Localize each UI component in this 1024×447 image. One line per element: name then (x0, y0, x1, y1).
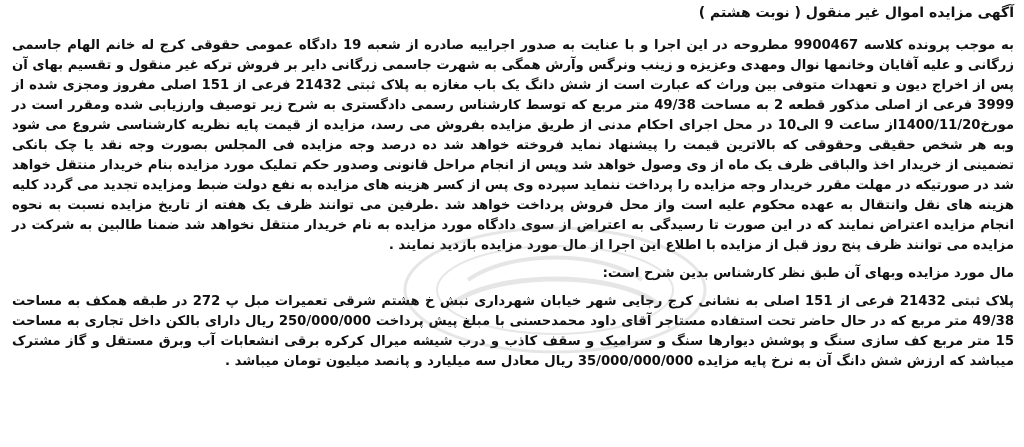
property-description-heading: مال مورد مزایده وبهای آن طبق نظر کارشناس بدین شرح است: (602, 266, 1014, 281)
notice-title: آگهی مزایده اموال غیر منقول ( نوبت هشتم ) (698, 5, 1014, 21)
notice-body-paragraph: به موجب پرونده کلاسه 9900467 مطروحه در این اجرا و با عنایت به صدور اجراییه صادره از شعبه 19 دادگاه عمومی حقوقی کرج له خانم الهام جاسمی زرگانی و علیه آقایان وخانمها نوال ومهدی وعزیزه و زینب ونرگس وآرش همگی به شهرت جاسمی زرگانی دایر بر فروش ترکه غیر منقول و تقسیم بهای آن پس از اخراج دیون و تعهدات متوفی بین وراث که عبارت است از شش دانگ یک باب مغازه به پلاک ثبتی 21432 فرعی از 151 اصلی مفروز ومجزی شده از 3999 فرعی از اصلی مذکور قطعه 2 به مساحت 49/38 متر مربع که توسط کارشناس رسمی دادگستری به شرح زیر توصیف وارزیابی شده ومقرر است در مورخ1400/11/20از ساعت 9 الی10 در محل اجرای احکام مدنی از طریق مزایده بفروش می رسد، مزایده از قیمت پایه نظریه کارشناسی شروع می شود وبه هر شخص حقیقی وحقوقی که بالاترین قیمت را پیشنهاد نماید فروخته خواهد شد ده درصد وجه مزایده فی المجلس بصورت وجه نقد یا چک بانکی تضمینی از خریدار اخذ والباقی ظرف یک ماه از وی وصول خواهد شد وپس از انجام مراحل قانونی وصدور حکم تملیک مورد مزایده بنام خریدار منتقل خواهد شد در صورتیکه در مهلت مقرر خریدار وجه مزایده را پرداخت ننماید سپرده وی پس از کسر هزینه های مزایده به نفع دولت ضبط ومزایده تجدید می گردد کلیه هزینه های نقل وانتقال به عهده محکوم علیه است واز محل فروش پرداخت خواهد شد .طرفین می توانند ظرف یک هفته از تاریخ مزایده نسبت به نحوه انجام مزایده اعتراض نمایند که در این صورت تا رسیدگی به اعتراض از سوی دادگاه مورد مزایده به نام خریدار منتقل نخواهد شد ضمنا طالبین به شرکت در مزایده می توانند ظرف پنج روز قبل از مزایده با اطلاع این اجرا از مال مورد مزایده بازدید نمایند . (12, 38, 1015, 253)
property-description-paragraph: پلاک ثبتی 21432 فرعی از 151 اصلی به نشانی کرج رجایی شهر خیابان شهرداری نبش خ هشتم شرقی تعمیرات مبل پ 272 در طبقه همکف به مساحت 49/38 متر مربع که در حال حاضر تحت استفاده مستاجر آقای داود محمدحسنی با مبلغ پیش پرداخت 250/000/000 ریال دارای بالکن داخل تجاری به مساحت 15 متر مربع کف سازی سنگ و پوشش دیوارها سنگ و سرامیک و سقف کاذب و درب شیشه میرال کرکره برقی انشعابات آب وبرق مستقل و گاز مشترک میباشد که ارزش شش دانگ آن به نرخ پایه مزایده 35/000/000/000 ریال معادل سه میلیارد و پانصد میلیون تومان میباشد . (12, 294, 1014, 369)
